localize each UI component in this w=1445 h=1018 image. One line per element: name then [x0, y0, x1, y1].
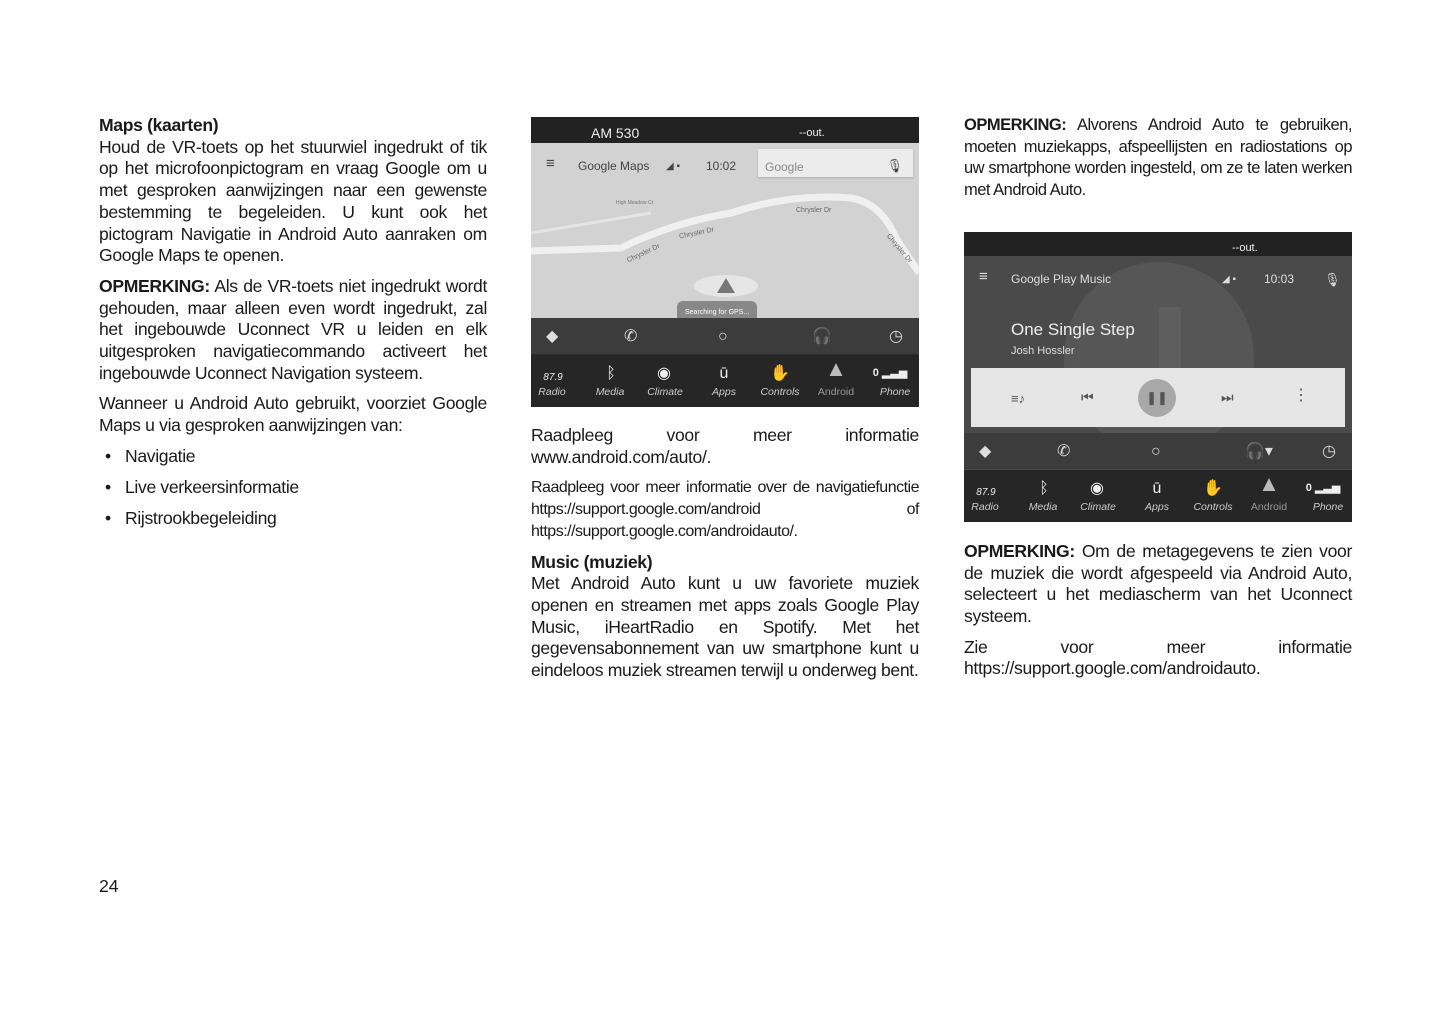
dock-android[interactable]: Android: [817, 386, 855, 399]
apps-icon: ū: [1152, 479, 1162, 497]
road-label: High Meadow Ct: [616, 200, 653, 206]
app-title: Google Maps: [578, 159, 650, 173]
road-label: Chrysler Dr: [884, 232, 914, 265]
apps-icon: ū: [719, 365, 729, 382]
bluetooth-icon: ᛒ: [606, 365, 616, 382]
map-area: [531, 143, 919, 318]
music-app-bar: [964, 256, 1352, 296]
next-icon[interactable]: ⏭: [1221, 388, 1234, 405]
recents-icon[interactable]: ◷: [1322, 442, 1336, 460]
headphones-icon[interactable]: 🎧▾: [1245, 442, 1273, 460]
artist-name: Josh Hossler: [1011, 344, 1075, 357]
google-play-music-screenshot: [964, 232, 1352, 522]
note-text: Als de VR-toets niet ingedrukt wordt gehouden, maar alleen even wordt ingedrukt, zal het ingebouwde Uconnect VR u leiden en elk uitgesproken navigatiecommando activeert het ingebouwde Uconnect Navigation systeem.: [99, 275, 487, 383]
out-label: --out.: [1232, 241, 1258, 254]
reference-text-navigation: Raadpleeg voor meer informatie over de navigatiefunctie https://support.google.com/android of https://support.google.com/androidauto/.: [531, 479, 919, 540]
dock-radio[interactable]: Radio: [971, 501, 999, 514]
menu-icon[interactable]: ≡: [979, 267, 988, 285]
android-nav-row: [531, 318, 919, 354]
maps-heading: Maps (kaarten): [99, 115, 219, 135]
list-item: • Live verkeersinformatie: [125, 477, 487, 499]
page-number: 24: [99, 876, 119, 896]
search-box[interactable]: [758, 149, 913, 177]
previous-icon[interactable]: ⏮: [1081, 388, 1094, 405]
road-label: Chrysler Dr: [678, 226, 715, 241]
dock-climate[interactable]: Climate: [647, 386, 683, 399]
navigation-icon[interactable]: ◆: [546, 328, 559, 345]
controls-icon: ✋: [770, 365, 790, 382]
list-item: • Navigatie: [125, 446, 487, 468]
list-item: • Rijstrookbegeleiding: [125, 508, 487, 530]
dock-apps[interactable]: Apps: [712, 386, 736, 399]
maps-text: Houd de VR-toets op het stuurwiel ingedrukt of tik op het microfoonpictogram en vraag Google om u met gesproken aanwijzingen naar een gewenste bestemming te begeleiden. U kunt ook het pictogram Navigatie in Android Auto aanraken om Google Maps te openen.: [99, 136, 487, 266]
road-label: Chrysler Dr: [626, 242, 662, 265]
radio-frequency: 87.9: [976, 486, 996, 498]
note-text: Om de metagegevens te zien voor de muziek die wordt afgespeeld via Android Auto, selecteert u het mediascherm van het Uconnect systeem.: [964, 540, 1352, 626]
controls-icon: ✋: [1203, 479, 1223, 497]
microphone-icon[interactable]: 🎙: [886, 158, 903, 173]
microphone-icon[interactable]: 🎙: [1324, 271, 1341, 287]
gps-status-chip: Searching for GPS...: [677, 301, 757, 325]
dock-radio[interactable]: Radio: [538, 386, 566, 399]
radio-frequency: 87.9: [543, 372, 563, 383]
dock-controls[interactable]: Controls: [1193, 501, 1233, 514]
search-placeholder: Google: [765, 160, 804, 174]
road-label: Chrysler Dr: [796, 207, 832, 214]
music-text: Met Android Auto kunt u uw favoriete muziek openen en streamen met apps zoals Google Play Music, iHeartRadio en Spotify. Met het gegevensabonnement van uw smartphone kunt u eindeloos muziek streamen terwijl u onderweg bent.: [531, 573, 919, 681]
home-icon[interactable]: ○: [718, 328, 728, 345]
android-auto-icon: ▲: [1258, 470, 1280, 496]
uconnect-dock: [964, 470, 1352, 522]
signal-icon: ◢ ▪: [666, 161, 681, 172]
dock-phone[interactable]: Phone: [879, 386, 911, 399]
status-bar: [531, 117, 919, 143]
climate-icon: ◉: [1090, 479, 1104, 497]
reference-text: Zie voor meer informatie https://support.google.com/androidauto.: [964, 636, 1352, 679]
home-icon[interactable]: ○: [1151, 442, 1161, 460]
note-label: OPMERKING:: [99, 275, 210, 296]
clock: 10:03: [1264, 271, 1295, 286]
music-heading: Music (muziek): [531, 551, 653, 572]
phone-signal: 0 ▂▃▅: [1305, 481, 1341, 494]
uconnect-dock: [531, 355, 919, 407]
queue-icon[interactable]: ≡♪: [1011, 390, 1026, 406]
playback-controls: [971, 368, 1345, 427]
note-label: OPMERKING:: [964, 116, 1067, 134]
dock-media[interactable]: Media: [595, 386, 625, 399]
phone-icon[interactable]: ✆: [624, 328, 638, 345]
pause-button[interactable]: ❚❚: [1138, 379, 1176, 417]
android-auto-icon: ▲: [825, 356, 847, 381]
music-note-icon: [1159, 307, 1181, 377]
navigation-icon[interactable]: ◆: [979, 442, 992, 460]
clock: 10:02: [706, 159, 737, 173]
phone-signal: 0 ▂▃▅: [872, 367, 908, 379]
feature-list: [99, 446, 487, 530]
column-middle: [531, 117, 919, 691]
bluetooth-icon: ᛒ: [1039, 479, 1049, 497]
android-nav-row: [964, 433, 1352, 469]
status-bar: [964, 232, 1352, 256]
song-title: One Single Step: [1011, 319, 1135, 339]
note-text: Alvorens Android Auto te gebruiken, moeten muziekapps, afspeellijsten en radiostations op uw smartphone worden ingesteld, om ze te laten werken met Android Auto.: [964, 116, 1352, 200]
phone-icon[interactable]: ✆: [1057, 442, 1071, 460]
signal-icon: ◢ ▪: [1222, 273, 1237, 285]
google-maps-screenshot: [531, 117, 919, 407]
app-title: Google Play Music: [1011, 271, 1112, 286]
dock-controls[interactable]: Controls: [760, 386, 800, 399]
radio-station: AM 530: [591, 125, 640, 141]
headphones-icon[interactable]: 🎧: [812, 328, 832, 345]
dock-phone[interactable]: Phone: [1312, 501, 1344, 514]
menu-icon[interactable]: ≡: [546, 155, 555, 172]
reference-text: Raadpleeg voor meer informatie www.android.com/auto/.: [531, 425, 919, 467]
out-label: --out.: [799, 127, 825, 139]
recents-icon[interactable]: ◷: [889, 328, 903, 345]
column-left: [99, 115, 487, 539]
dock-climate[interactable]: Climate: [1080, 501, 1116, 514]
dock-apps[interactable]: Apps: [1145, 501, 1169, 514]
dock-media[interactable]: Media: [1028, 501, 1058, 514]
more-options-icon[interactable]: ⋮: [1293, 386, 1309, 404]
dock-android[interactable]: Android: [1250, 501, 1288, 514]
note-label: OPMERKING:: [964, 540, 1075, 561]
maps-app-bar: [531, 143, 919, 183]
column-right: [964, 115, 1352, 689]
maps-intro: Wanneer u Android Auto gebruikt, voorziet Google Maps u via gesproken aanwijzingen van:: [99, 393, 487, 436]
climate-icon: ◉: [657, 365, 671, 382]
